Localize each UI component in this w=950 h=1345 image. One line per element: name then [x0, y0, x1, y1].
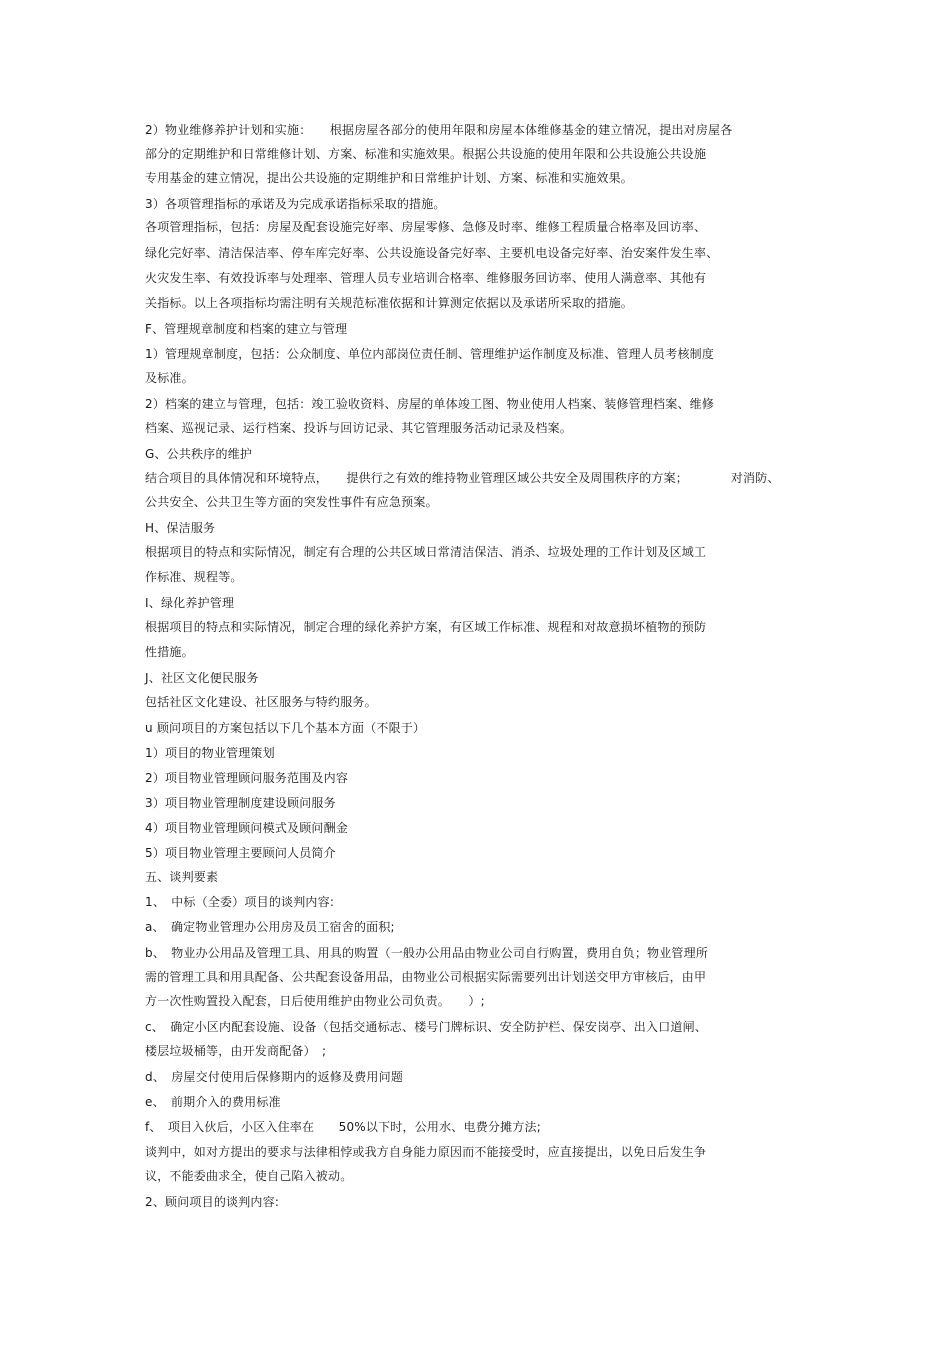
section-heading: F、管理规章制度和档案的建立与管理	[145, 322, 348, 336]
text-line: 档案、巡视记录、运行档案、投诉与回访记录、其它管理服务活动记录及档案。	[145, 421, 573, 435]
text-line: 及标准。	[145, 371, 194, 385]
text-line: 2）物业维修养护计划和实施： 根据房屋各部分的使用年限和房屋本体维修基金的建立情况，提出对房屋各	[145, 123, 733, 137]
text-line: 性措施。	[145, 645, 194, 659]
list-item: f、 项目入伙后，小区入住率在 50%以下时，公用水、电费分摊方法;	[145, 1120, 541, 1134]
list-item: d、 房屋交付使用后保修期内的返修及费用问题	[145, 1070, 404, 1084]
text-line: 方一次性购置投入配套，日后使用维护由物业公司负责。 ）;	[145, 994, 485, 1008]
list-item: 1）项目的物业管理策划	[145, 746, 275, 760]
text-line: 2）档案的建立与管理，包括：竣工验收资料、房屋的单体竣工图、物业使用人档案、装修管理档案、维修	[145, 397, 715, 411]
list-item: e、 前期介入的费用标准	[145, 1095, 281, 1109]
section-heading: I、绿化养护管理	[145, 596, 235, 610]
section-heading: H、保洁服务	[145, 521, 216, 535]
text-line: 根据项目的特点和实际情况，制定有合理的公共区域日常清洁保洁、消杀、垃圾处理的工作计划及区域工	[145, 545, 707, 559]
text-line: 部分的定期维护和日常维修计划、方案、标准和实施效果。根据公共设施的使用年限和公共设施公共设施	[145, 147, 707, 161]
text-line: 结合项目的具体情况和环境特点， 提供行之有效的维持物业管理区域公共安全及周围秩序的方案； 对消防、	[145, 471, 780, 485]
list-item: 2、顾问项目的谈判内容:	[145, 1195, 280, 1209]
text-line: 楼层垃圾桶等，由开发商配备） ;	[145, 1044, 327, 1058]
text-line: 专用基金的建立情况，提出公共设施的定期维护和日常维护计划、方案、标准和实施效果。	[145, 171, 634, 185]
text-line: 各项管理指标，包括：房屋及配套设施完好率、房屋零修、急修及时率、维修工程质量合格率及回访率、	[145, 220, 707, 234]
text-line: 公共安全、公共卫生等方面的突发性事件有应急预案。	[145, 495, 438, 509]
list-heading: u 顾问项目的方案包括以下几个基本方面（不限于）	[145, 721, 426, 735]
list-item: 3）项目物业管理制度建设顾问服务	[145, 796, 336, 810]
section-heading: J、社区文化便民服务	[145, 671, 259, 685]
list-item: c、 确定小区内配套设施、设备（包括交通标志、楼号门牌标识、安全防护栏、保安岗亭、出入口道闸、	[145, 1020, 708, 1034]
text-line: 绿化完好率、清洁保洁率、停车库完好率、公共设施设备完好率、主要机电设备完好率、治安案件发生率、	[145, 246, 719, 260]
text-line: 作标准、规程等。	[145, 570, 243, 584]
text-line: 1）管理规章制度，包括：公众制度、单位内部岗位责任制、管理维护运作制度及标准、管理人员考核制度	[145, 347, 715, 361]
text-line: 3）各项管理指标的承诺及为完成承诺指标采取的措施。	[145, 197, 446, 211]
list-item: a、 确定物业管理办公用房及员工宿舍的面积;	[145, 920, 395, 934]
list-item: 1、 中标（全委）项目的谈判内容:	[145, 895, 335, 909]
list-item: b、 物业办公用品及管理工具、用具的购置（一般办公用品由物业公司自行购置，费用自负；物业管理所	[145, 946, 709, 960]
text-line: 根据项目的特点和实际情况，制定合理的绿化养护方案，有区域工作标准、规程和对故意损坏植物的预防	[145, 620, 707, 634]
text-line: 包括社区文化建设、社区服务与特约服务。	[145, 695, 377, 709]
text-line: 谈判中，如对方提出的要求与法律相悖或我方自身能力原因而不能接受时，应直接提出，以免日后发生争	[145, 1145, 707, 1159]
list-item: 2）项目物业管理顾问服务范围及内容	[145, 771, 349, 785]
section-heading: G、公共秩序的维护	[145, 447, 253, 461]
section-heading: 五、谈判要素	[145, 870, 219, 884]
text-line: 议，不能委曲求全，使自己陷入被动。	[145, 1169, 353, 1183]
text-line: 关指标。以上各项指标均需注明有关规范标准依据和计算测定依据以及承诺所采取的措施。	[145, 296, 634, 310]
list-item: 5）项目物业管理主要顾问人员简介	[145, 846, 336, 860]
text-line: 火灾发生率、有效投诉率与处理率、管理人员专业培训合格率、维修服务回访率、使用人满意率、其他有	[145, 271, 707, 285]
text-line: 需的管理工具和用具配备、公共配套设备用品，由物业公司根据实际需要列出计划送交甲方审核后，由甲	[145, 970, 707, 984]
list-item: 4）项目物业管理顾问模式及顾问酬金	[145, 821, 349, 835]
